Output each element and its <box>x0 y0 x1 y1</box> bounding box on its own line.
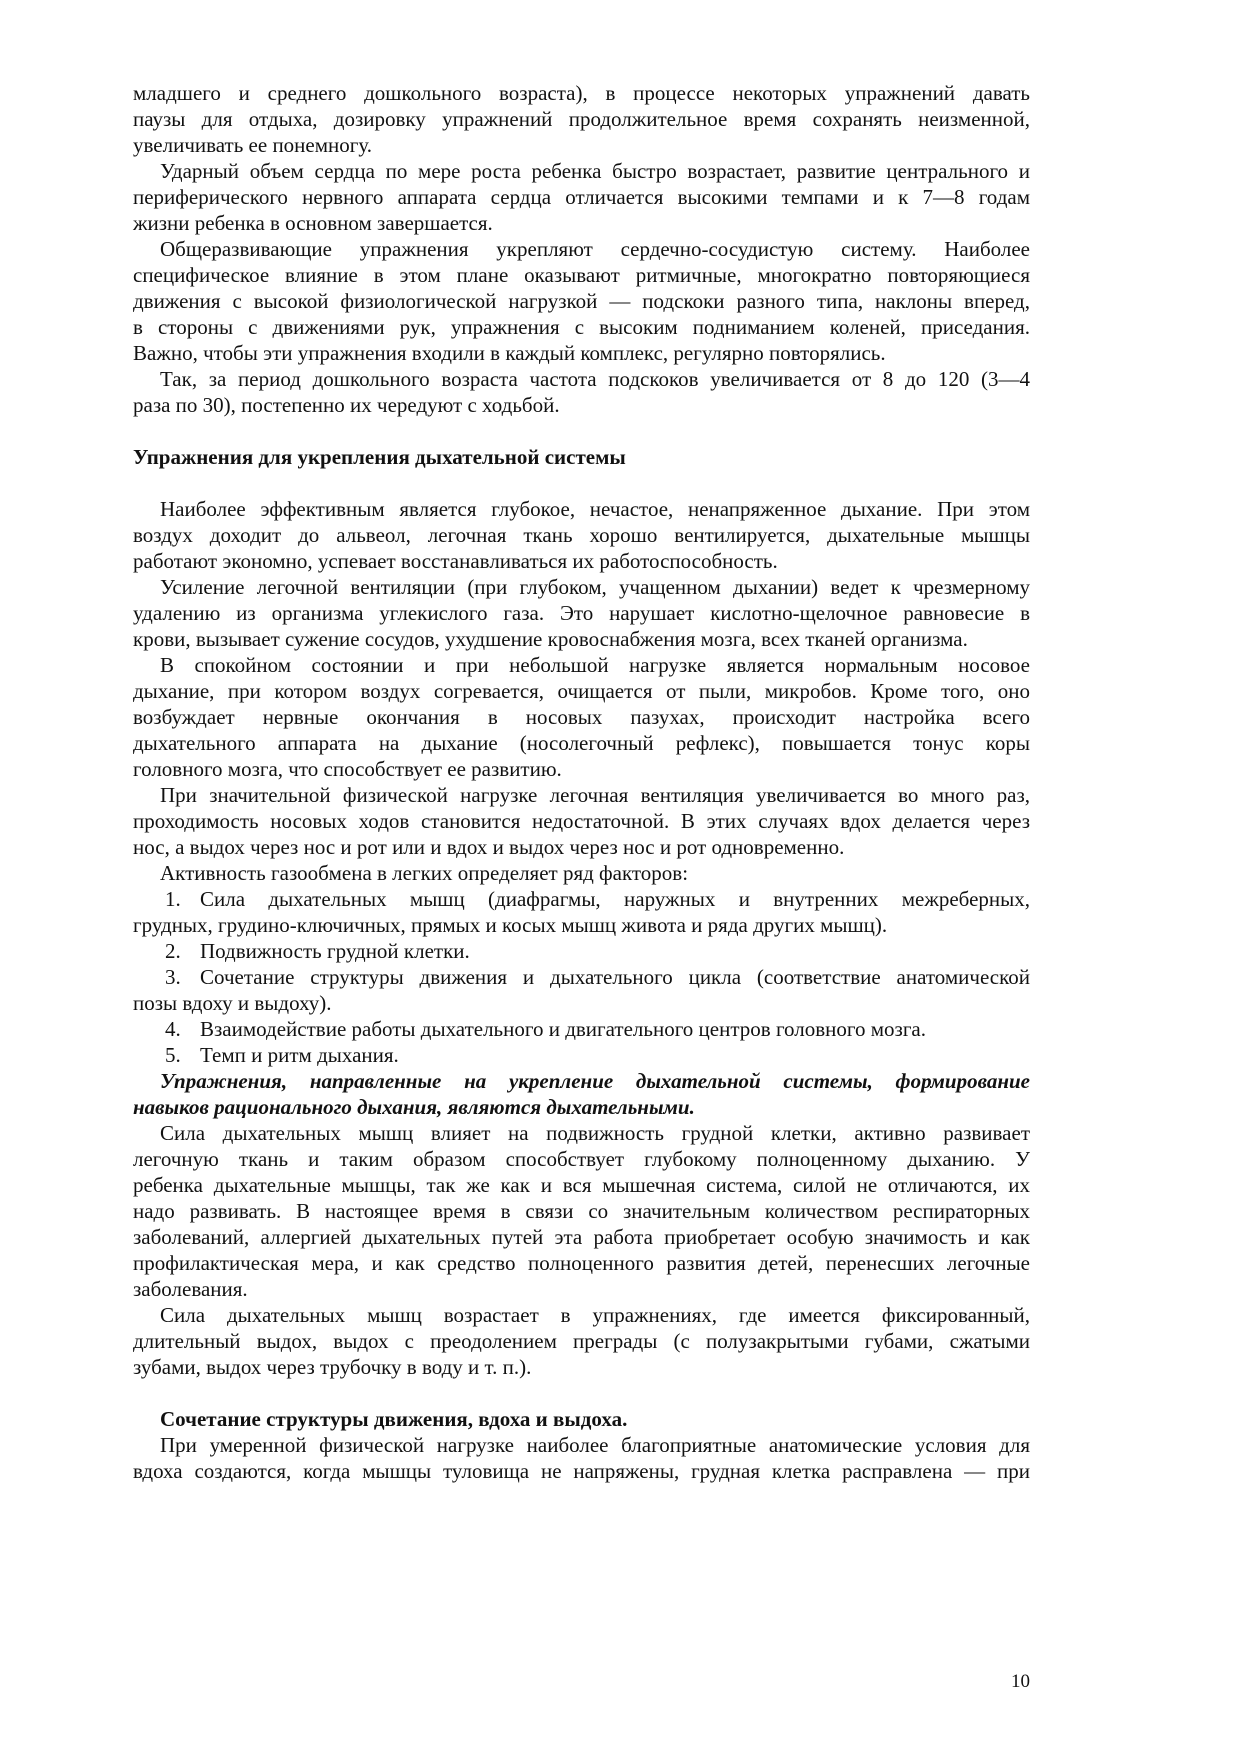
line <box>133 834 1030 860</box>
line <box>133 522 1030 548</box>
line <box>133 1016 1030 1042</box>
line <box>133 314 1030 340</box>
text-line: головного мозга, что способствует ее развитию. <box>133 757 562 781</box>
paragraph <box>133 1432 1030 1484</box>
line <box>133 288 1030 314</box>
paragraph <box>133 574 1030 652</box>
list-number: 5. <box>165 1043 181 1067</box>
paragraph <box>133 782 1030 860</box>
text-line: периферического нервного аппарата сердца отличается высокими темпами и к 7—8 годам <box>133 185 1030 209</box>
text-line: Наиболее эффективным является глубокое, нечастое, ненапряженное дыхание. При этом <box>160 497 1030 521</box>
text-line: работают экономно, успевает восстанавливаться их работоспособность. <box>133 549 778 573</box>
list-number: 2. <box>165 939 181 963</box>
text-line: навыков рационального дыхания, являются дыхательными. <box>133 1095 695 1119</box>
text-line: заболевания. <box>133 1277 248 1301</box>
paragraph <box>133 1120 1030 1302</box>
section-heading <box>133 444 1030 470</box>
line <box>133 392 1030 418</box>
line <box>133 1432 1030 1458</box>
line <box>133 1172 1030 1198</box>
line <box>133 1276 1030 1302</box>
text-line: вдоха создаются, когда мышцы туловища не напряжены, грудная клетка расправлена — при <box>133 1459 1030 1483</box>
text-line: Подвижность грудной клетки. <box>200 939 470 963</box>
line <box>133 184 1030 210</box>
text-line: удалению из организма углекислого газа. Это нарушает кислотно-щелочное равновесие в <box>133 601 1030 625</box>
line <box>133 1120 1030 1146</box>
paragraph <box>133 1302 1030 1380</box>
line <box>133 886 1030 912</box>
text-line: Сила дыхательных мышц (диафрагмы, наружных и внутренних межреберных, <box>200 887 1030 911</box>
text-line: Темп и ритм дыхания. <box>200 1043 399 1067</box>
line <box>133 574 1030 600</box>
line <box>133 444 1030 470</box>
list-item <box>133 964 1030 1016</box>
emphasis-paragraph <box>133 1068 1030 1120</box>
line <box>133 1302 1030 1328</box>
line <box>133 132 1030 158</box>
line <box>133 236 1030 262</box>
list-item <box>133 1042 1030 1068</box>
text-line: паузы для отдыха, дозировку упражнений продолжительное время сохранять неизменной, <box>133 107 1030 131</box>
list-item <box>133 938 1030 964</box>
text-line: специфическое влияние в этом плане оказывают ритмичные, многократно повторяющиеся <box>133 263 1030 287</box>
line <box>133 652 1030 678</box>
text-line: Ударный объем сердца по мере роста ребенка быстро возрастает, развитие центрального и <box>160 159 1030 183</box>
page-number: 10 <box>1011 1671 1030 1692</box>
text-line: воздух доходит до альвеол, легочная ткань хорошо вентилируется, дыхательные мышцы <box>133 523 1030 547</box>
text-line: Важно, чтобы эти упражнения входили в каждый комплекс, регулярно повторялись. <box>133 341 886 365</box>
list-number: 4. <box>165 1017 181 1041</box>
line <box>133 158 1030 184</box>
line <box>133 990 1030 1016</box>
blank-line <box>133 418 1030 444</box>
blank-line <box>133 1380 1030 1406</box>
paragraph <box>133 366 1030 418</box>
text-line: Общеразвивающие упражнения укрепляют сердечно-сосудистую систему. Наиболее <box>160 237 1030 261</box>
text-line: дыхательного аппарата на дыхание (носолегочный рефлекс), повышается тонус коры <box>133 731 1030 755</box>
text-line: младшего и среднего дошкольного возраста), в процессе некоторых упражнений давать <box>133 81 1030 105</box>
line <box>133 1458 1030 1484</box>
line <box>133 808 1030 834</box>
text-line: возбуждает нервные окончания в носовых пазухах, происходит настройка всего <box>133 705 1030 729</box>
line <box>133 600 1030 626</box>
paragraph <box>133 496 1030 574</box>
text-line: Усиление легочной вентиляции (при глубоком, учащенном дыхании) ведет к чрезмерному <box>160 575 1030 599</box>
line <box>133 782 1030 808</box>
text-line: надо развивать. В настоящее время в связи со значительным количеством респираторных <box>133 1199 1030 1223</box>
text-line: крови, вызывает сужение сосудов, ухудшение кровоснабжения мозга, всех тканей организма. <box>133 627 968 651</box>
paragraph <box>133 652 1030 782</box>
line <box>133 1146 1030 1172</box>
line <box>133 730 1030 756</box>
text-line: Упражнения для укрепления дыхательной системы <box>133 445 626 469</box>
paragraph <box>133 860 1030 886</box>
line <box>133 262 1030 288</box>
line <box>133 1354 1030 1380</box>
line <box>133 106 1030 132</box>
line <box>133 1406 1030 1432</box>
text-line: Активность газообмена в легких определяет ряд факторов: <box>160 861 689 885</box>
text-line: грудных, грудино-ключичных, прямых и косых мышц живота и ряда других мышц). <box>133 913 888 937</box>
paragraph <box>133 236 1030 366</box>
text-line: увеличивать ее понемногу. <box>133 133 373 157</box>
text-line: При значительной физической нагрузке легочная вентиляция увеличивается во много раз, <box>160 783 1030 807</box>
text-line: Упражнения, направленные на укрепление дыхательной системы, формирование <box>160 1069 1030 1093</box>
text-line: Сочетание структуры движения, вдоха и выдоха. <box>160 1407 628 1431</box>
text-line: зубами, выдох через трубочку в воду и т. п.). <box>133 1355 532 1379</box>
line <box>133 366 1030 392</box>
text-line: движения с высокой физиологической нагрузкой — подскоки разного типа, наклоны вперед, <box>133 289 1030 313</box>
list-number: 1. <box>165 887 181 911</box>
list-number: 3. <box>165 965 181 989</box>
text-line: Взаимодействие работы дыхательного и двигательного центров головного мозга. <box>200 1017 927 1041</box>
text-line: проходимость носовых ходов становится недостаточной. В этих случаях вдох делается через <box>133 809 1030 833</box>
line <box>133 496 1030 522</box>
text-line: профилактическая мера, и как средство полноценного развития детей, перенесших легочные <box>133 1251 1030 1275</box>
document-page <box>133 80 1030 1484</box>
line <box>133 938 1030 964</box>
line <box>133 1042 1030 1068</box>
line <box>133 912 1030 938</box>
line <box>133 1250 1030 1276</box>
text-line: Сочетание структуры движения и дыхательного цикла (соответствие анатомической <box>200 965 1030 989</box>
line <box>133 626 1030 652</box>
text-line: жизни ребенка в основном завершается. <box>133 211 493 235</box>
text-line: легочную ткань и таким образом способствует глубокому полноценному дыханию. У <box>133 1147 1030 1171</box>
line <box>133 1224 1030 1250</box>
line <box>133 210 1030 236</box>
text-line: дыхание, при котором воздух согревается, очищается от пыли, микробов. Кроме того, оно <box>133 679 1030 703</box>
line <box>133 860 1030 886</box>
line <box>133 548 1030 574</box>
line <box>133 704 1030 730</box>
text-line: ребенка дыхательные мышцы, так же как и вся мышечная система, силой не отличаются, их <box>133 1173 1030 1197</box>
text-line: Сила дыхательных мышц влияет на подвижность грудной клетки, активно развивает <box>160 1121 1030 1145</box>
text-line: позы вдоху и выдоху). <box>133 991 332 1015</box>
line <box>133 80 1030 106</box>
line <box>133 1068 1030 1094</box>
blank-line <box>133 470 1030 496</box>
paragraph <box>133 80 1030 158</box>
text-line: длительный выдох, выдох с преодолением преграды (с полузакрытыми губами, сжатыми <box>133 1329 1030 1353</box>
section-heading <box>133 1406 1030 1432</box>
line <box>133 1328 1030 1354</box>
text-line: нос, а выдох через нос и рот или и вдох и выдох через нос и рот одновременно. <box>133 835 845 859</box>
line <box>133 756 1030 782</box>
line <box>133 340 1030 366</box>
text-line: Сила дыхательных мышц возрастает в упражнениях, где имеется фиксированный, <box>160 1303 1030 1327</box>
list-item <box>133 886 1030 938</box>
text-line: Так, за период дошкольного возраста частота подскоков увеличивается от 8 до 120 (3—4 <box>160 367 1030 391</box>
line <box>133 678 1030 704</box>
list-item <box>133 1016 1030 1042</box>
text-line: В спокойном состоянии и при небольшой нагрузке является нормальным носовое <box>160 653 1030 677</box>
paragraph <box>133 158 1030 236</box>
line <box>133 964 1030 990</box>
line <box>133 1198 1030 1224</box>
text-line: в стороны с движениями рук, упражнения с высоким подниманием коленей, приседания. <box>133 315 1030 339</box>
text-line: раза по 30), постепенно их чередуют с ходьбой. <box>133 393 560 417</box>
text-line: заболеваний, аллергией дыхательных путей эта работа приобретает особую значимость и как <box>133 1225 1030 1249</box>
line <box>133 1094 1030 1120</box>
text-line: При умеренной физической нагрузке наиболее благоприятные анатомические условия для <box>160 1433 1030 1457</box>
